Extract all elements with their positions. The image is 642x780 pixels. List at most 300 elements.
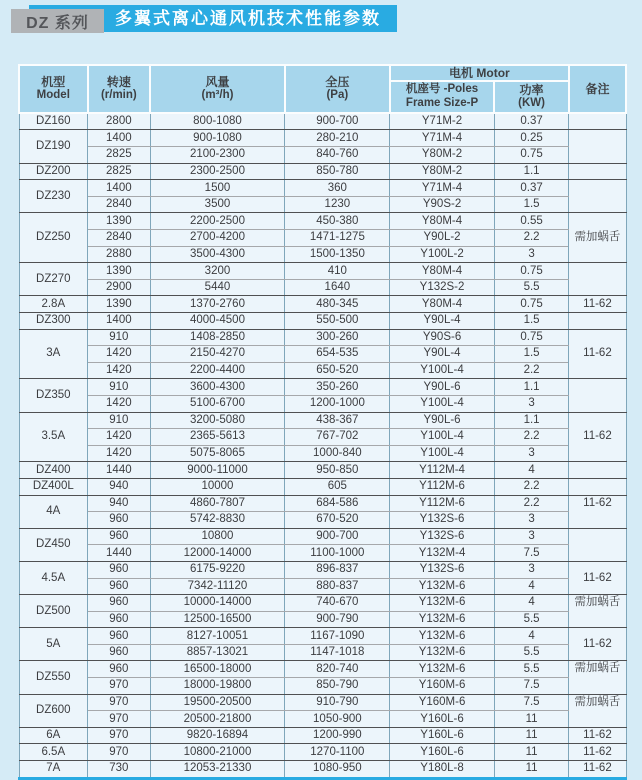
remark-cell: [569, 478, 626, 495]
pressure-cell: 300-260: [285, 329, 390, 346]
power-cell: 11: [494, 727, 569, 744]
power-cell: 3: [494, 561, 569, 578]
pressure-cell: 1050-900: [285, 711, 390, 728]
frame-cell: Y71M-2: [390, 113, 494, 130]
power-cell: 0.75: [494, 263, 569, 280]
col-header-pressure-en: (Pa): [326, 89, 349, 102]
table-row: [19, 429, 626, 446]
power-cell: 5.5: [494, 611, 569, 628]
pressure-cell: 684-586: [285, 495, 390, 512]
pressure-cell: 480-345: [285, 296, 390, 313]
col-header-power: [494, 81, 569, 113]
page-title: 多翼式离心通风机技术性能参数: [115, 9, 381, 28]
table-row: [19, 761, 626, 777]
pressure-cell: 1270-1100: [285, 744, 390, 761]
power-cell: 5.5: [494, 661, 569, 678]
remark-cell: 11-62: [569, 761, 626, 777]
speed-cell: 960: [88, 661, 151, 678]
col-header-airflow-en: (m³/h): [201, 89, 234, 102]
power-cell: 4: [494, 595, 569, 612]
speed-cell: 1400: [88, 313, 151, 330]
pressure-cell: 1230: [285, 196, 390, 213]
pressure-cell: 350-260: [285, 379, 390, 396]
airflow-cell: 3500: [150, 196, 285, 213]
power-cell: 0.75: [494, 329, 569, 346]
model-cell: DZ200: [19, 163, 88, 180]
pressure-cell: 1147-1018: [285, 644, 390, 661]
frame-cell: Y132S-6: [390, 512, 494, 529]
airflow-cell: 4000-4500: [150, 313, 285, 330]
table-row: [19, 246, 626, 263]
remark-cell: 需加蜗舌: [569, 694, 626, 727]
model-cell: 3A: [19, 329, 88, 379]
airflow-cell: 2300-2500: [150, 163, 285, 180]
frame-cell: Y90L-6: [390, 412, 494, 429]
power-cell: 0.75: [494, 147, 569, 164]
remark-cell: [569, 379, 626, 412]
airflow-cell: 2200-4400: [150, 362, 285, 379]
power-cell: 4: [494, 578, 569, 595]
airflow-cell: 3500-4300: [150, 246, 285, 263]
frame-cell: Y71M-4: [390, 180, 494, 197]
col-header-frame-cn: 机座号 -Poles: [405, 83, 479, 96]
power-cell: 4: [494, 462, 569, 479]
frame-cell: Y90S-2: [390, 196, 494, 213]
table-row: [19, 180, 626, 197]
airflow-cell: 3600-4300: [150, 379, 285, 396]
airflow-cell: 8857-13021: [150, 644, 285, 661]
pressure-cell: 767-702: [285, 429, 390, 446]
frame-cell: Y100L-4: [390, 395, 494, 412]
frame-cell: Y90L-6: [390, 379, 494, 396]
frame-cell: Y100L-4: [390, 429, 494, 446]
speed-cell: 2840: [88, 230, 151, 247]
table-row: [19, 628, 626, 645]
power-cell: 0.55: [494, 213, 569, 230]
table-header: [19, 65, 626, 113]
pressure-cell: 670-520: [285, 512, 390, 529]
col-header-airflow-cn: 风量: [205, 75, 230, 90]
frame-cell: Y160L-6: [390, 711, 494, 728]
model-cell: 4A: [19, 495, 88, 528]
table-row: [19, 296, 626, 313]
power-cell: 11: [494, 761, 569, 777]
table-row: [19, 395, 626, 412]
power-cell: 5.5: [494, 279, 569, 296]
model-cell: DZ160: [19, 113, 88, 130]
airflow-cell: 10000-14000: [150, 595, 285, 612]
col-header-speed-cn: 转速: [106, 75, 131, 90]
table-row: [19, 545, 626, 562]
model-cell: DZ300: [19, 313, 88, 330]
airflow-cell: 12500-16500: [150, 611, 285, 628]
frame-cell: Y132M-6: [390, 595, 494, 612]
pressure-cell: 654-535: [285, 346, 390, 363]
remark-cell: 需加蜗舌: [569, 213, 626, 263]
airflow-cell: 5440: [150, 279, 285, 296]
col-header-model-cn: 机型: [41, 75, 66, 90]
power-cell: 2.2: [494, 362, 569, 379]
table-row: [19, 445, 626, 462]
speed-cell: 2840: [88, 196, 151, 213]
power-cell: 3: [494, 246, 569, 263]
table-row: [19, 644, 626, 661]
airflow-cell: 9000-11000: [150, 462, 285, 479]
pressure-cell: 1640: [285, 279, 390, 296]
airflow-cell: 18000-19800: [150, 678, 285, 695]
power-cell: 3: [494, 512, 569, 529]
pressure-cell: 1471-1275: [285, 230, 390, 247]
table-row: [19, 263, 626, 280]
speed-cell: 1390: [88, 213, 151, 230]
speed-cell: 1420: [88, 395, 151, 412]
airflow-cell: 12053-21330: [150, 761, 285, 777]
airflow-cell: 19500-20500: [150, 694, 285, 711]
speed-cell: 960: [88, 611, 151, 628]
frame-cell: Y132M-6: [390, 578, 494, 595]
speed-cell: 960: [88, 644, 151, 661]
speed-cell: 730: [88, 761, 151, 777]
model-cell: DZ270: [19, 263, 88, 296]
remark-cell: 需加蜗舌: [569, 595, 626, 628]
table-row: [19, 528, 626, 545]
frame-cell: Y80M-4: [390, 213, 494, 230]
model-cell: DZ400L: [19, 478, 88, 495]
table-row: [19, 661, 626, 678]
airflow-cell: 10000: [150, 478, 285, 495]
pressure-cell: 850-780: [285, 163, 390, 180]
frame-cell: Y132M-6: [390, 628, 494, 645]
remark-cell: 11-62: [569, 744, 626, 761]
table-row: [19, 512, 626, 529]
airflow-cell: 6175-9220: [150, 561, 285, 578]
col-header-speed-en: (r/min): [100, 89, 137, 102]
table-row: [19, 611, 626, 628]
table-row: [19, 213, 626, 230]
speed-cell: 1420: [88, 362, 151, 379]
col-header-pressure: [285, 65, 390, 113]
airflow-cell: 1408-2850: [150, 329, 285, 346]
airflow-cell: 900-1080: [150, 130, 285, 147]
table-row: [19, 196, 626, 213]
speed-cell: 2880: [88, 246, 151, 263]
table-row: [19, 313, 626, 330]
pressure-cell: 1500-1350: [285, 246, 390, 263]
power-cell: 1.1: [494, 163, 569, 180]
frame-cell: Y160M-6: [390, 694, 494, 711]
power-cell: 1.5: [494, 196, 569, 213]
model-cell: 5A: [19, 628, 88, 661]
pressure-cell: 900-700: [285, 528, 390, 545]
pressure-cell: 900-790: [285, 611, 390, 628]
pressure-cell: 280-210: [285, 130, 390, 147]
table-row: [19, 561, 626, 578]
power-cell: 7.5: [494, 678, 569, 695]
frame-cell: Y80M-4: [390, 296, 494, 313]
speed-cell: 960: [88, 628, 151, 645]
airflow-cell: 16500-18000: [150, 661, 285, 678]
model-cell: DZ250: [19, 213, 88, 263]
remark-cell: [569, 462, 626, 479]
table-row: [19, 595, 626, 612]
remark-cell: [569, 163, 626, 180]
table-row: [19, 744, 626, 761]
model-cell: DZ230: [19, 180, 88, 213]
airflow-cell: 1500: [150, 180, 285, 197]
series-badge-label: DZ 系列: [26, 14, 89, 32]
col-header-power-cn: 功率: [519, 83, 544, 98]
remark-cell: 11-62: [569, 628, 626, 661]
airflow-cell: 10800: [150, 528, 285, 545]
speed-cell: 970: [88, 694, 151, 711]
power-cell: 2.2: [494, 230, 569, 247]
airflow-cell: 7342-11120: [150, 578, 285, 595]
speed-cell: 940: [88, 495, 151, 512]
airflow-cell: 3200: [150, 263, 285, 280]
frame-cell: Y80M-4: [390, 263, 494, 280]
table-row: [19, 495, 626, 512]
remark-cell: 11-62: [569, 561, 626, 594]
speed-cell: 970: [88, 727, 151, 744]
speed-cell: 1420: [88, 429, 151, 446]
pressure-cell: 550-500: [285, 313, 390, 330]
speed-cell: 970: [88, 711, 151, 728]
power-cell: 3: [494, 528, 569, 545]
airflow-cell: 2200-2500: [150, 213, 285, 230]
pressure-cell: 840-760: [285, 147, 390, 164]
spec-table-wrap: [18, 64, 627, 780]
pressure-cell: 880-837: [285, 578, 390, 595]
remark-cell: [569, 130, 626, 163]
table-row: [19, 113, 626, 130]
col-header-power-en: (KW): [518, 97, 545, 110]
power-cell: 0.37: [494, 180, 569, 197]
frame-cell: Y90L-4: [390, 313, 494, 330]
table-row: [19, 478, 626, 495]
remark-cell: [569, 263, 626, 296]
frame-cell: Y132M-4: [390, 545, 494, 562]
table-row: [19, 694, 626, 711]
frame-cell: Y100L-4: [390, 445, 494, 462]
frame-cell: Y80M-2: [390, 163, 494, 180]
pressure-cell: 1200-990: [285, 727, 390, 744]
table-row: [19, 346, 626, 363]
speed-cell: 2900: [88, 279, 151, 296]
frame-cell: Y112M-4: [390, 462, 494, 479]
frame-cell: Y112M-6: [390, 478, 494, 495]
frame-cell: Y132M-6: [390, 644, 494, 661]
speed-cell: 2800: [88, 113, 151, 130]
power-cell: 1.5: [494, 346, 569, 363]
pressure-cell: 740-670: [285, 595, 390, 612]
power-cell: 2.2: [494, 495, 569, 512]
power-cell: 1.1: [494, 412, 569, 429]
speed-cell: 910: [88, 379, 151, 396]
pressure-cell: 1167-1090: [285, 628, 390, 645]
frame-cell: Y100L-4: [390, 362, 494, 379]
table-row: [19, 412, 626, 429]
remark-cell: [569, 113, 626, 130]
power-cell: 4: [494, 628, 569, 645]
speed-cell: 970: [88, 744, 151, 761]
pressure-cell: 820-740: [285, 661, 390, 678]
pressure-cell: 1100-1000: [285, 545, 390, 562]
power-cell: 7.5: [494, 545, 569, 562]
col-header-frame: [390, 81, 494, 113]
pressure-cell: 900-700: [285, 113, 390, 130]
airflow-cell: 5742-8830: [150, 512, 285, 529]
pressure-cell: 650-520: [285, 362, 390, 379]
remark-cell: [569, 528, 626, 561]
table-row: [19, 711, 626, 728]
speed-cell: 2825: [88, 147, 151, 164]
speed-cell: 940: [88, 478, 151, 495]
airflow-cell: 2150-4270: [150, 346, 285, 363]
frame-cell: Y80M-2: [390, 147, 494, 164]
speed-cell: 960: [88, 595, 151, 612]
power-cell: 2.2: [494, 429, 569, 446]
speed-cell: 910: [88, 329, 151, 346]
table-row: [19, 329, 626, 346]
airflow-cell: 10800-21000: [150, 744, 285, 761]
speed-cell: 960: [88, 561, 151, 578]
remark-cell: 11-62: [569, 412, 626, 462]
pressure-cell: 360: [285, 180, 390, 197]
speed-cell: 1420: [88, 346, 151, 363]
pressure-cell: 1080-950: [285, 761, 390, 777]
airflow-cell: 12000-14000: [150, 545, 285, 562]
table-row: [19, 379, 626, 396]
model-cell: 3.5A: [19, 412, 88, 462]
speed-cell: 1440: [88, 545, 151, 562]
frame-cell: Y132S-6: [390, 528, 494, 545]
series-badge: [11, 9, 104, 33]
power-cell: 2.2: [494, 478, 569, 495]
frame-cell: Y132M-6: [390, 661, 494, 678]
airflow-cell: 800-1080: [150, 113, 285, 130]
pressure-cell: 410: [285, 263, 390, 280]
remark-cell: 11-62: [569, 329, 626, 379]
airflow-cell: 2100-2300: [150, 147, 285, 164]
frame-cell: Y71M-4: [390, 130, 494, 147]
col-header-speed: [88, 65, 151, 113]
col-header-motor: 电机 Motor: [390, 65, 569, 81]
spec-table: [18, 64, 627, 777]
model-cell: DZ400: [19, 462, 88, 479]
model-cell: DZ450: [19, 528, 88, 561]
table-row: [19, 147, 626, 164]
model-cell: DZ600: [19, 694, 88, 727]
col-header-model-en: Model: [36, 89, 70, 102]
col-header-remark: 备注: [569, 65, 626, 113]
table-row: [19, 578, 626, 595]
frame-cell: Y90S-6: [390, 329, 494, 346]
table-row: [19, 230, 626, 247]
power-cell: 5.5: [494, 644, 569, 661]
col-header-frame-en: Frame Size-P: [405, 97, 479, 110]
airflow-cell: 5100-6700: [150, 395, 285, 412]
model-cell: DZ550: [19, 661, 88, 694]
model-cell: DZ500: [19, 595, 88, 628]
speed-cell: 970: [88, 678, 151, 695]
pressure-cell: 950-850: [285, 462, 390, 479]
frame-cell: Y132S-6: [390, 561, 494, 578]
frame-cell: Y160L-6: [390, 744, 494, 761]
col-header-model: [19, 65, 88, 113]
pressure-cell: 910-790: [285, 694, 390, 711]
model-cell: 2.8A: [19, 296, 88, 313]
pressure-cell: 850-790: [285, 678, 390, 695]
power-cell: 3: [494, 395, 569, 412]
speed-cell: 960: [88, 528, 151, 545]
speed-cell: 1390: [88, 263, 151, 280]
frame-cell: Y112M-6: [390, 495, 494, 512]
table-row: [19, 727, 626, 744]
table-row: [19, 163, 626, 180]
table-row: [19, 462, 626, 479]
pressure-cell: 1200-1000: [285, 395, 390, 412]
power-cell: 1.1: [494, 379, 569, 396]
pressure-cell: 1000-840: [285, 445, 390, 462]
airflow-cell: 4860-7807: [150, 495, 285, 512]
pressure-cell: 438-367: [285, 412, 390, 429]
airflow-cell: 2700-4200: [150, 230, 285, 247]
col-header-pressure-cn: 全压: [325, 75, 350, 90]
power-cell: 3: [494, 445, 569, 462]
power-cell: 1.5: [494, 313, 569, 330]
power-cell: 0.25: [494, 130, 569, 147]
airflow-cell: 2365-5613: [150, 429, 285, 446]
frame-cell: Y160M-6: [390, 678, 494, 695]
airflow-cell: 3200-5080: [150, 412, 285, 429]
airflow-cell: 8127-10051: [150, 628, 285, 645]
pressure-cell: 450-380: [285, 213, 390, 230]
frame-cell: Y132M-6: [390, 611, 494, 628]
model-cell: 7A: [19, 761, 88, 777]
power-cell: 11: [494, 711, 569, 728]
page-header: [0, 0, 642, 64]
remark-cell: 11-62: [569, 495, 626, 528]
pressure-cell: 605: [285, 478, 390, 495]
power-cell: 0.37: [494, 113, 569, 130]
power-cell: 0.75: [494, 296, 569, 313]
remark-cell: 11-62: [569, 727, 626, 744]
frame-cell: Y180L-8: [390, 761, 494, 777]
table-row: [19, 362, 626, 379]
power-cell: 7.5: [494, 694, 569, 711]
frame-cell: Y100L-2: [390, 246, 494, 263]
pressure-cell: 896-837: [285, 561, 390, 578]
remark-cell: 需加蜗舌: [569, 661, 626, 694]
speed-cell: 1390: [88, 296, 151, 313]
speed-cell: 2825: [88, 163, 151, 180]
frame-cell: Y90L-4: [390, 346, 494, 363]
speed-cell: 1400: [88, 180, 151, 197]
airflow-cell: 9820-16894: [150, 727, 285, 744]
frame-cell: Y90L-2: [390, 230, 494, 247]
speed-cell: 1440: [88, 462, 151, 479]
airflow-cell: 20500-21800: [150, 711, 285, 728]
speed-cell: 1400: [88, 130, 151, 147]
model-cell: 4.5A: [19, 561, 88, 594]
spec-table-body: [19, 113, 626, 777]
table-row: [19, 130, 626, 147]
speed-cell: 960: [88, 512, 151, 529]
frame-cell: Y132S-2: [390, 279, 494, 296]
table-row: [19, 279, 626, 296]
airflow-cell: 5075-8065: [150, 445, 285, 462]
model-cell: 6A: [19, 727, 88, 744]
